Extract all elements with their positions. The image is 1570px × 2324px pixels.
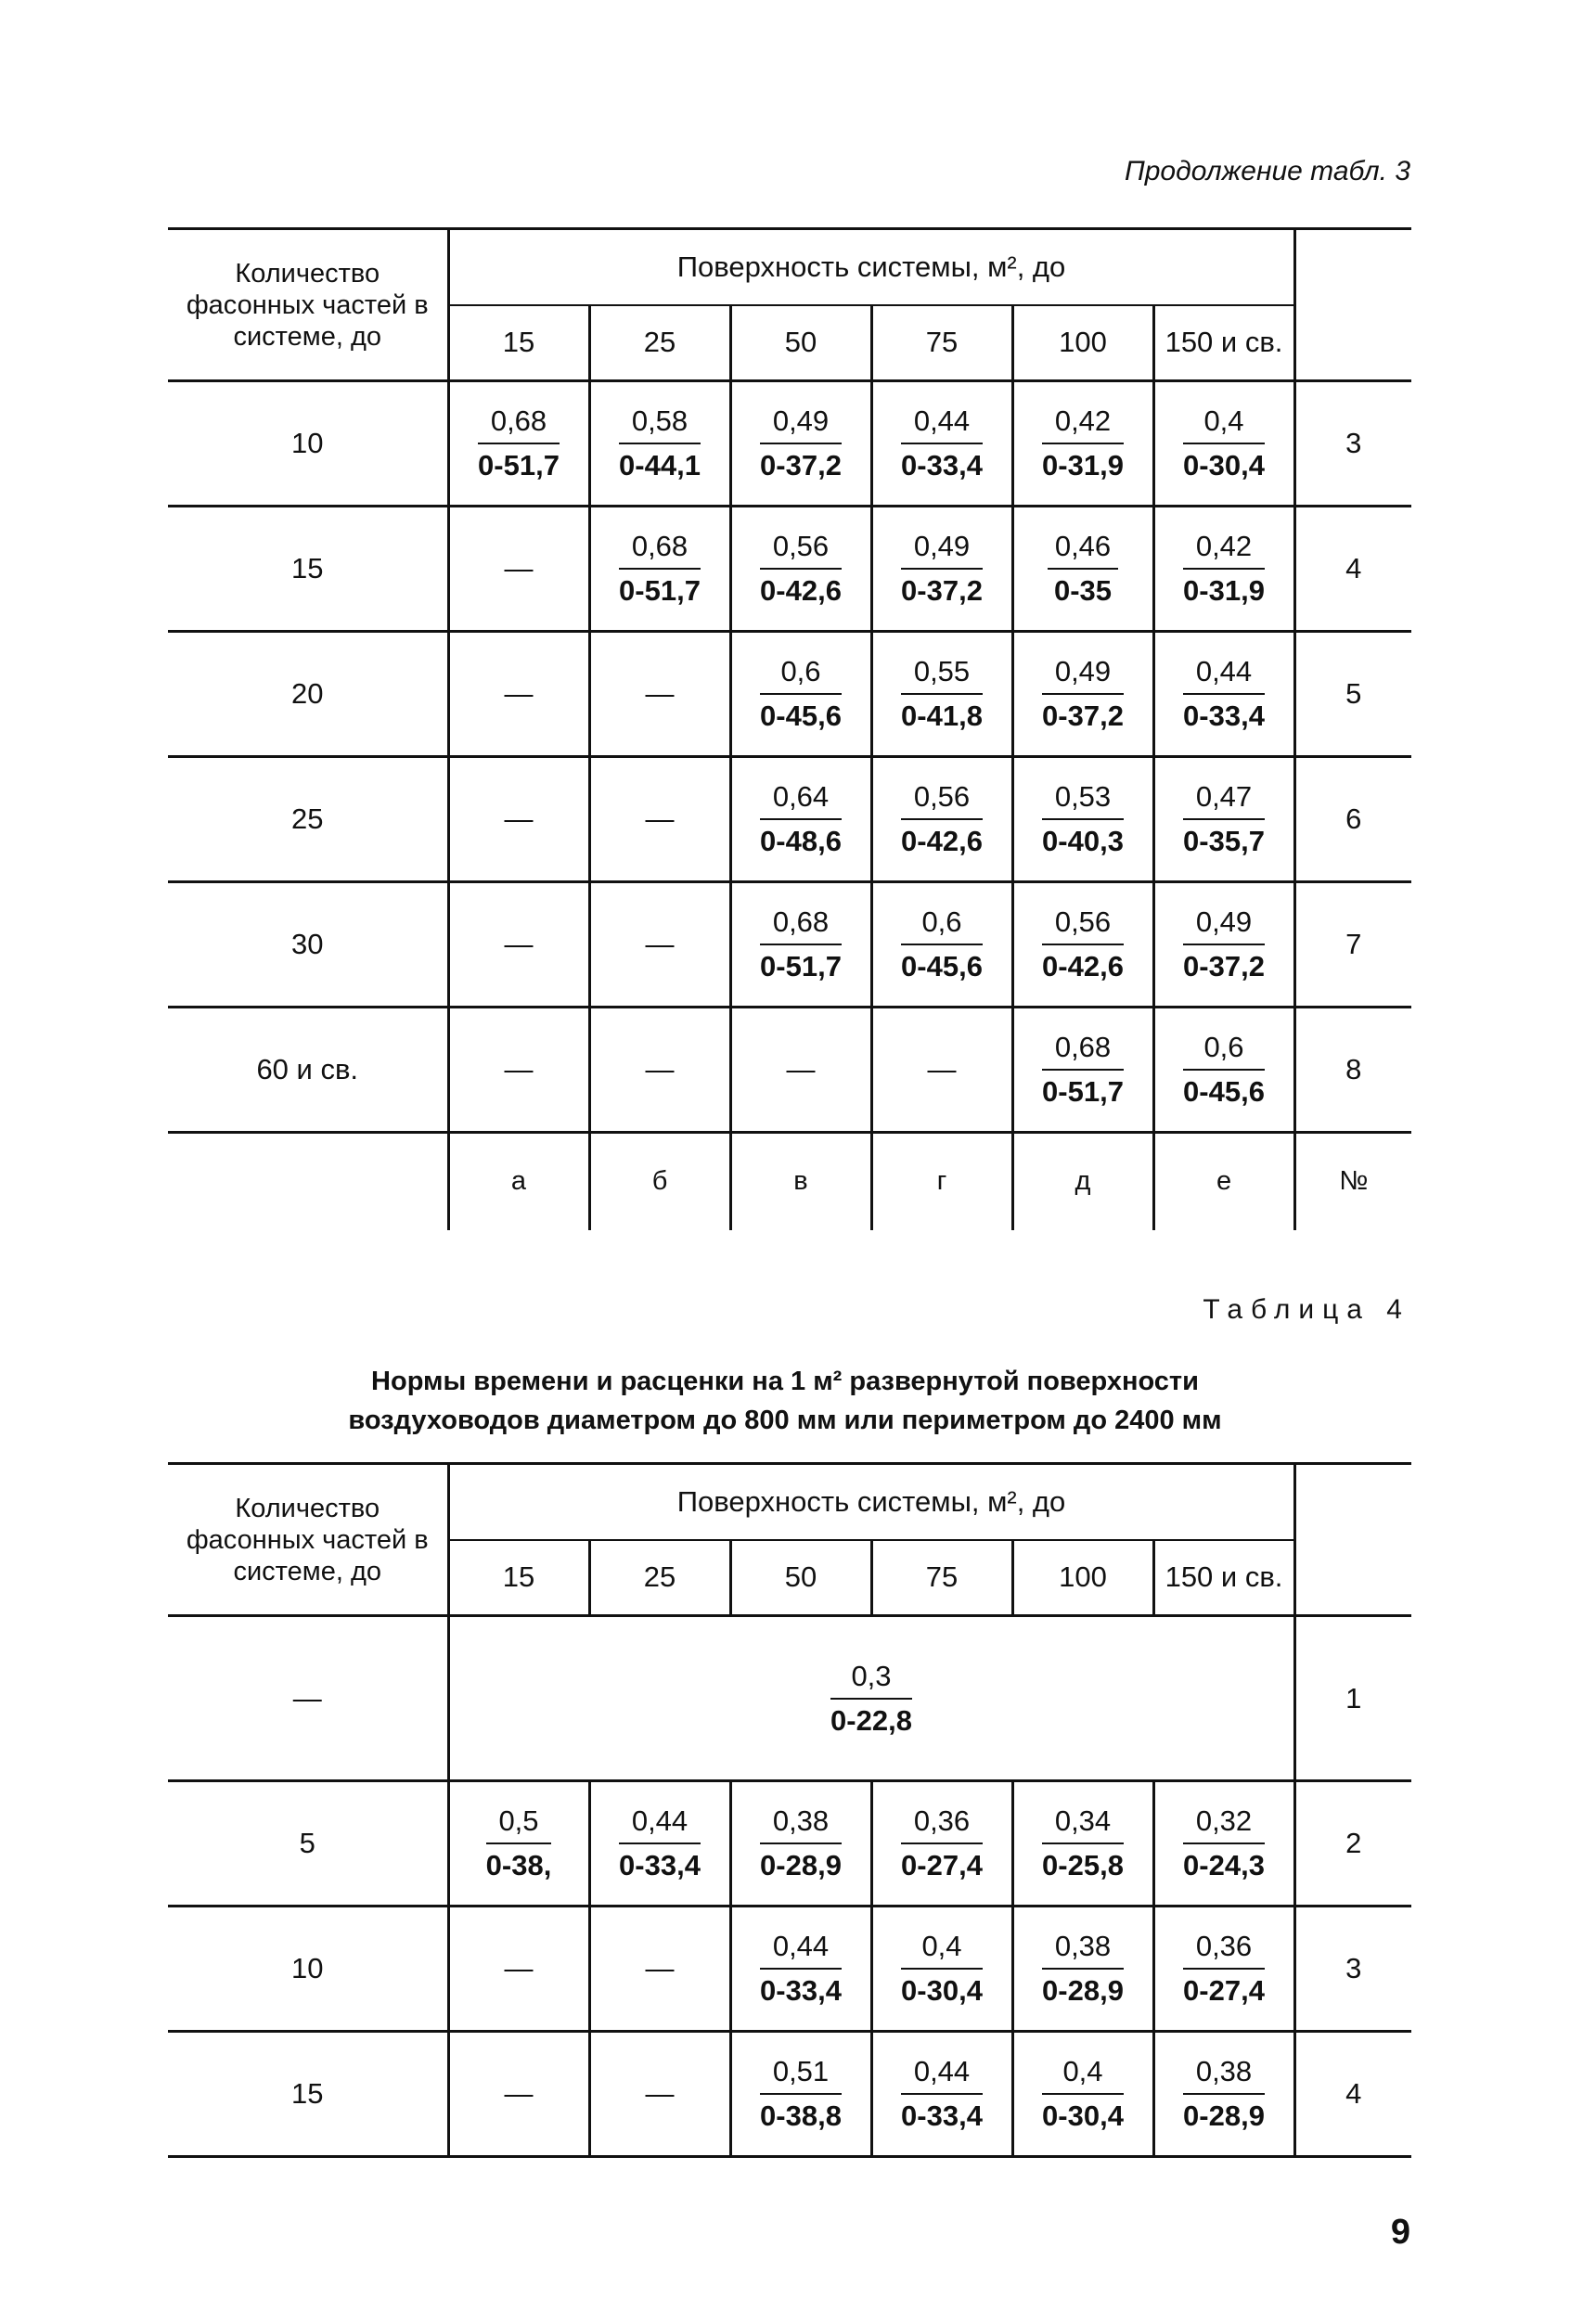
header-row <box>168 229 1411 305</box>
fittings-count-cell: 15 <box>168 2032 448 2157</box>
rate-value: 0-33,4 <box>760 1974 842 2007</box>
norm-cell <box>730 1781 871 1907</box>
fittings-count-cell: 5 <box>168 1781 448 1907</box>
rate-value: 0-38,8 <box>760 2099 842 2132</box>
norm-fraction <box>1183 1031 1265 1109</box>
empty-dash: — <box>504 1952 534 1984</box>
norm-fraction <box>1183 530 1265 608</box>
time-norm-value: 0,44 <box>901 404 983 444</box>
time-norm-value: 0,44 <box>901 2055 983 2095</box>
norm-fraction <box>760 655 842 733</box>
time-norm-value: 0,44 <box>1183 655 1265 695</box>
time-norm-value: 0,4 <box>1183 404 1265 444</box>
column-header: 15 <box>448 1540 589 1616</box>
time-norm-value: 0,44 <box>760 1930 842 1970</box>
time-norm-value: 0,56 <box>1042 905 1124 945</box>
rate-value: 0-28,9 <box>1042 1974 1124 2007</box>
norm-cell <box>448 1008 589 1133</box>
rate-value: 0-42,6 <box>901 825 983 857</box>
empty-dash: — <box>504 552 534 584</box>
norm-fraction <box>760 1804 842 1882</box>
empty-dash: — <box>504 928 534 960</box>
table-row <box>168 757 1411 882</box>
number-sign: № <box>1294 1133 1411 1230</box>
norm-cell <box>871 757 1012 882</box>
norm-cell <box>730 507 871 632</box>
time-norm-value: 0,53 <box>1042 780 1124 820</box>
norm-fraction <box>1183 655 1265 733</box>
norm-cell <box>730 1907 871 2032</box>
norms-table-3 <box>168 227 1411 1230</box>
norm-fraction <box>901 655 983 733</box>
rate-value: 0-42,6 <box>760 574 842 607</box>
empty-dash: — <box>645 802 675 835</box>
rate-value: 0-38, <box>485 1849 552 1881</box>
column-letter: д <box>1012 1133 1153 1230</box>
norm-cell <box>589 2032 730 2157</box>
norm-cell <box>1153 507 1294 632</box>
norm-cell <box>1153 1008 1294 1133</box>
table-4-heading <box>0 1362 1570 1440</box>
rate-value: 0-24,3 <box>1183 1849 1265 1881</box>
norm-fraction <box>901 530 983 608</box>
norm-cell <box>448 381 589 507</box>
table-4-title-line-2: воздуховодов диаметром до 800 мм или периметром до 2400 мм <box>348 1406 1222 1435</box>
fittings-count-cell: 25 <box>168 757 448 882</box>
time-norm-value: 0,38 <box>1183 2055 1265 2095</box>
norm-fraction <box>1042 655 1124 733</box>
norm-cell <box>589 882 730 1008</box>
norm-fraction <box>901 1930 983 2008</box>
norm-cell <box>1012 2032 1153 2157</box>
norm-cell <box>589 632 730 757</box>
norm-fraction <box>760 530 842 608</box>
column-header: 75 <box>871 1540 1012 1616</box>
rate-value: 0-37,2 <box>1183 950 1265 982</box>
norm-fraction <box>1183 780 1265 858</box>
empty-dash: — <box>645 928 675 960</box>
table-row <box>168 2032 1411 2157</box>
column-header: 25 <box>589 1540 730 1616</box>
column-header: 25 <box>589 305 730 381</box>
header-fittings-count: Количество фасонных частей в системе, до <box>168 229 448 381</box>
norm-fraction <box>1183 905 1265 983</box>
time-norm-value: 0,6 <box>760 655 842 695</box>
rate-value: 0-41,8 <box>901 700 983 732</box>
time-norm-value: 0,32 <box>1183 1804 1265 1844</box>
norm-fraction <box>619 530 701 608</box>
rate-value: 0-51,7 <box>760 950 842 982</box>
rate-value: 0-33,4 <box>1183 700 1265 732</box>
rate-value: 0-35,7 <box>1183 825 1265 857</box>
rate-value: 0-28,9 <box>760 1849 842 1881</box>
norm-cell <box>871 882 1012 1008</box>
row-number: 4 <box>1294 2032 1411 2157</box>
rate-value: 0-30,4 <box>1042 2099 1124 2132</box>
norm-fraction <box>901 1804 983 1882</box>
row-number: 1 <box>1294 1616 1411 1781</box>
norm-fraction <box>760 905 842 983</box>
table-4-title-line-1: Нормы времени и расценки на 1 м² развернутой поверхности <box>371 1367 1199 1396</box>
time-norm-value: 0,68 <box>1042 1031 1124 1071</box>
rate-value: 0-31,9 <box>1042 449 1124 481</box>
table-row <box>168 882 1411 1008</box>
norm-cell <box>730 2032 871 2157</box>
norm-fraction <box>1183 2055 1265 2133</box>
row-number: 4 <box>1294 507 1411 632</box>
rate-value: 0-45,6 <box>901 950 983 982</box>
rate-value: 0-31,9 <box>1183 574 1265 607</box>
time-norm-value: 0,58 <box>619 404 701 444</box>
table-row <box>168 632 1411 757</box>
empty-dash: — <box>927 1053 957 1085</box>
empty-dash: — <box>504 2077 534 2110</box>
time-norm-value: 0,3 <box>830 1660 912 1700</box>
norm-cell <box>871 1781 1012 1907</box>
norm-fraction <box>619 1804 701 1882</box>
column-letter: б <box>589 1133 730 1230</box>
time-norm-value: 0,49 <box>901 530 983 570</box>
table-row <box>168 1781 1411 1907</box>
rate-value: 0-37,2 <box>1042 700 1124 732</box>
empty-dash: — <box>645 1952 675 1984</box>
norm-fraction <box>1048 530 1118 608</box>
norm-cell <box>1153 1907 1294 2032</box>
norm-fraction <box>619 404 701 482</box>
empty-dash: — <box>645 1053 675 1085</box>
column-header: 150 и св. <box>1153 1540 1294 1616</box>
norm-cell <box>589 1008 730 1133</box>
time-norm-value: 0,49 <box>1042 655 1124 695</box>
rate-value: 0-28,9 <box>1183 2099 1265 2132</box>
empty-dash: — <box>786 1053 816 1085</box>
time-norm-value: 0,68 <box>760 905 842 945</box>
time-norm-value: 0,42 <box>1042 404 1124 444</box>
rate-value: 0-40,3 <box>1042 825 1124 857</box>
norm-cell <box>730 381 871 507</box>
time-norm-value: 0,5 <box>486 1804 552 1844</box>
norm-fraction <box>1183 1930 1265 2008</box>
time-norm-value: 0,49 <box>760 404 842 444</box>
fittings-count-cell: 20 <box>168 632 448 757</box>
empty-dash: — <box>504 677 534 710</box>
column-header: 15 <box>448 305 589 381</box>
norm-fraction <box>1042 404 1124 482</box>
norm-fraction <box>1042 2055 1124 2133</box>
rate-value: 0-33,4 <box>901 449 983 481</box>
norm-fraction <box>1042 905 1124 983</box>
page-number: 9 <box>1390 2213 1410 2252</box>
norm-fraction <box>1042 1804 1124 1882</box>
continuation-title: Продолжение табл. 3 <box>1125 156 1410 186</box>
norm-cell <box>871 507 1012 632</box>
norm-cell <box>448 757 589 882</box>
norm-cell <box>871 2032 1012 2157</box>
row-number: 6 <box>1294 757 1411 882</box>
letters-row-blank <box>168 1133 448 1230</box>
time-norm-value: 0,6 <box>1183 1031 1265 1071</box>
column-letter: в <box>730 1133 871 1230</box>
rate-value: 0-33,4 <box>901 2099 983 2132</box>
time-norm-value: 0,34 <box>1042 1804 1124 1844</box>
time-norm-value: 0,36 <box>901 1804 983 1844</box>
rate-value: 0-35 <box>1053 574 1113 607</box>
norm-cell <box>1012 757 1153 882</box>
table-row <box>168 1008 1411 1133</box>
norm-cell <box>871 1008 1012 1133</box>
norm-cell <box>1153 757 1294 882</box>
merged-row <box>168 1616 1411 1781</box>
time-norm-value: 0,64 <box>760 780 842 820</box>
norm-cell <box>1153 2032 1294 2157</box>
norm-cell <box>1012 381 1153 507</box>
rate-value: 0-44,1 <box>619 449 701 481</box>
rate-value: 0-51,7 <box>478 449 560 481</box>
norm-fraction <box>486 1804 552 1882</box>
fittings-count-cell: — <box>168 1616 448 1781</box>
column-header: 100 <box>1012 305 1153 381</box>
column-header: 150 и св. <box>1153 305 1294 381</box>
norm-cell <box>589 1781 730 1907</box>
norm-fraction <box>830 1660 912 1738</box>
empty-dash: — <box>504 1053 534 1085</box>
rate-value: 0-42,6 <box>1042 950 1124 982</box>
norm-cell <box>448 507 589 632</box>
row-number: 2 <box>1294 1781 1411 1907</box>
fittings-count-cell: 15 <box>168 507 448 632</box>
norm-fraction <box>901 780 983 858</box>
norm-cell <box>730 1008 871 1133</box>
norm-cell <box>871 1907 1012 2032</box>
column-letter: е <box>1153 1133 1294 1230</box>
time-norm-value: 0,36 <box>1183 1930 1265 1970</box>
norm-cell <box>1153 882 1294 1008</box>
norm-cell <box>589 1907 730 2032</box>
column-header: 50 <box>730 305 871 381</box>
norm-cell <box>871 381 1012 507</box>
norms-table-4 <box>168 1462 1411 2158</box>
time-norm-value: 0,68 <box>478 404 560 444</box>
norm-fraction <box>901 2055 983 2133</box>
norm-cell <box>730 632 871 757</box>
rate-value: 0-25,8 <box>1042 1849 1124 1881</box>
norm-cell <box>1012 507 1153 632</box>
time-norm-value: 0,68 <box>619 530 701 570</box>
norm-cell <box>1012 632 1153 757</box>
rate-value: 0-45,6 <box>760 700 842 732</box>
norm-cell <box>730 882 871 1008</box>
rate-value: 0-37,2 <box>760 449 842 481</box>
norm-cell <box>448 882 589 1008</box>
rate-value: 0-33,4 <box>619 1849 701 1881</box>
empty-dash: — <box>504 802 534 835</box>
column-header: 75 <box>871 305 1012 381</box>
header-system-surface: Поверхность системы, м², до <box>448 229 1294 305</box>
norm-fraction <box>478 404 560 482</box>
fittings-count-cell: 10 <box>168 381 448 507</box>
norm-cell <box>448 2032 589 2157</box>
time-norm-value: 0,51 <box>760 2055 842 2095</box>
time-norm-value: 0,55 <box>901 655 983 695</box>
empty-dash: — <box>645 677 675 710</box>
norm-fraction <box>760 780 842 858</box>
time-norm-value: 0,38 <box>760 1804 842 1844</box>
header-row <box>168 1464 1411 1540</box>
column-header: 100 <box>1012 1540 1153 1616</box>
norm-cell <box>589 381 730 507</box>
rate-value: 0-51,7 <box>619 574 701 607</box>
header-fittings-count: Количество фасонных частей в системе, до <box>168 1464 448 1616</box>
norm-cell <box>589 507 730 632</box>
column-header: 50 <box>730 1540 871 1616</box>
column-letter: а <box>448 1133 589 1230</box>
norm-fraction <box>901 404 983 482</box>
norm-fraction <box>1042 780 1124 858</box>
norm-cell <box>730 757 871 882</box>
rate-value: 0-30,4 <box>1183 449 1265 481</box>
fittings-count-cell: 10 <box>168 1907 448 2032</box>
norm-cell <box>1012 882 1153 1008</box>
norm-cell <box>589 757 730 882</box>
norm-fraction <box>760 404 842 482</box>
norm-cell <box>1012 1907 1153 2032</box>
table-4-label: Таблица 4 <box>1203 1294 1410 1325</box>
header-number-column <box>1294 229 1411 381</box>
norm-cell <box>1153 1781 1294 1907</box>
time-norm-value: 0,38 <box>1042 1930 1124 1970</box>
time-norm-value: 0,49 <box>1183 905 1265 945</box>
row-number: 5 <box>1294 632 1411 757</box>
time-norm-value: 0,6 <box>901 905 983 945</box>
rate-value: 0-37,2 <box>901 574 983 607</box>
norm-fraction <box>1042 1031 1124 1109</box>
norm-fraction <box>901 905 983 983</box>
row-number: 8 <box>1294 1008 1411 1133</box>
norm-fraction <box>760 2055 842 2133</box>
rate-value: 0-45,6 <box>1183 1075 1265 1108</box>
norm-fraction <box>1183 1804 1265 1882</box>
rate-value: 0-27,4 <box>1183 1974 1265 2007</box>
row-number: 7 <box>1294 882 1411 1008</box>
column-letters-row <box>168 1133 1411 1230</box>
norm-fraction <box>760 1930 842 2008</box>
time-norm-value: 0,42 <box>1183 530 1265 570</box>
time-norm-value: 0,44 <box>619 1804 701 1844</box>
merged-norm-cell <box>448 1616 1294 1781</box>
norm-cell <box>448 1781 589 1907</box>
empty-dash: — <box>645 2077 675 2110</box>
rate-value: 0-27,4 <box>901 1849 983 1881</box>
norm-cell <box>1012 1781 1153 1907</box>
table-row <box>168 507 1411 632</box>
time-norm-value: 0,46 <box>1048 530 1118 570</box>
rate-value: 0-30,4 <box>901 1974 983 2007</box>
time-norm-value: 0,47 <box>1183 780 1265 820</box>
header-number-column <box>1294 1464 1411 1616</box>
fittings-count-cell: 60 и св. <box>168 1008 448 1133</box>
norm-cell <box>448 1907 589 2032</box>
norm-fraction <box>1183 404 1265 482</box>
norm-cell <box>448 632 589 757</box>
norm-fraction <box>1042 1930 1124 2008</box>
rate-value: 0-22,8 <box>830 1703 912 1737</box>
norm-cell <box>871 632 1012 757</box>
norm-cell <box>1012 1008 1153 1133</box>
time-norm-value: 0,4 <box>1042 2055 1124 2095</box>
header-system-surface: Поверхность системы, м², до <box>448 1464 1294 1540</box>
fittings-count-cell: 30 <box>168 882 448 1008</box>
rate-value: 0-51,7 <box>1042 1075 1124 1108</box>
table-row <box>168 381 1411 507</box>
time-norm-value: 0,4 <box>901 1930 983 1970</box>
column-letter: г <box>871 1133 1012 1230</box>
row-number: 3 <box>1294 1907 1411 2032</box>
time-norm-value: 0,56 <box>760 530 842 570</box>
norm-cell <box>1153 381 1294 507</box>
table-row <box>168 1907 1411 2032</box>
time-norm-value: 0,56 <box>901 780 983 820</box>
rate-value: 0-48,6 <box>760 825 842 857</box>
norm-cell <box>1153 632 1294 757</box>
row-number: 3 <box>1294 381 1411 507</box>
